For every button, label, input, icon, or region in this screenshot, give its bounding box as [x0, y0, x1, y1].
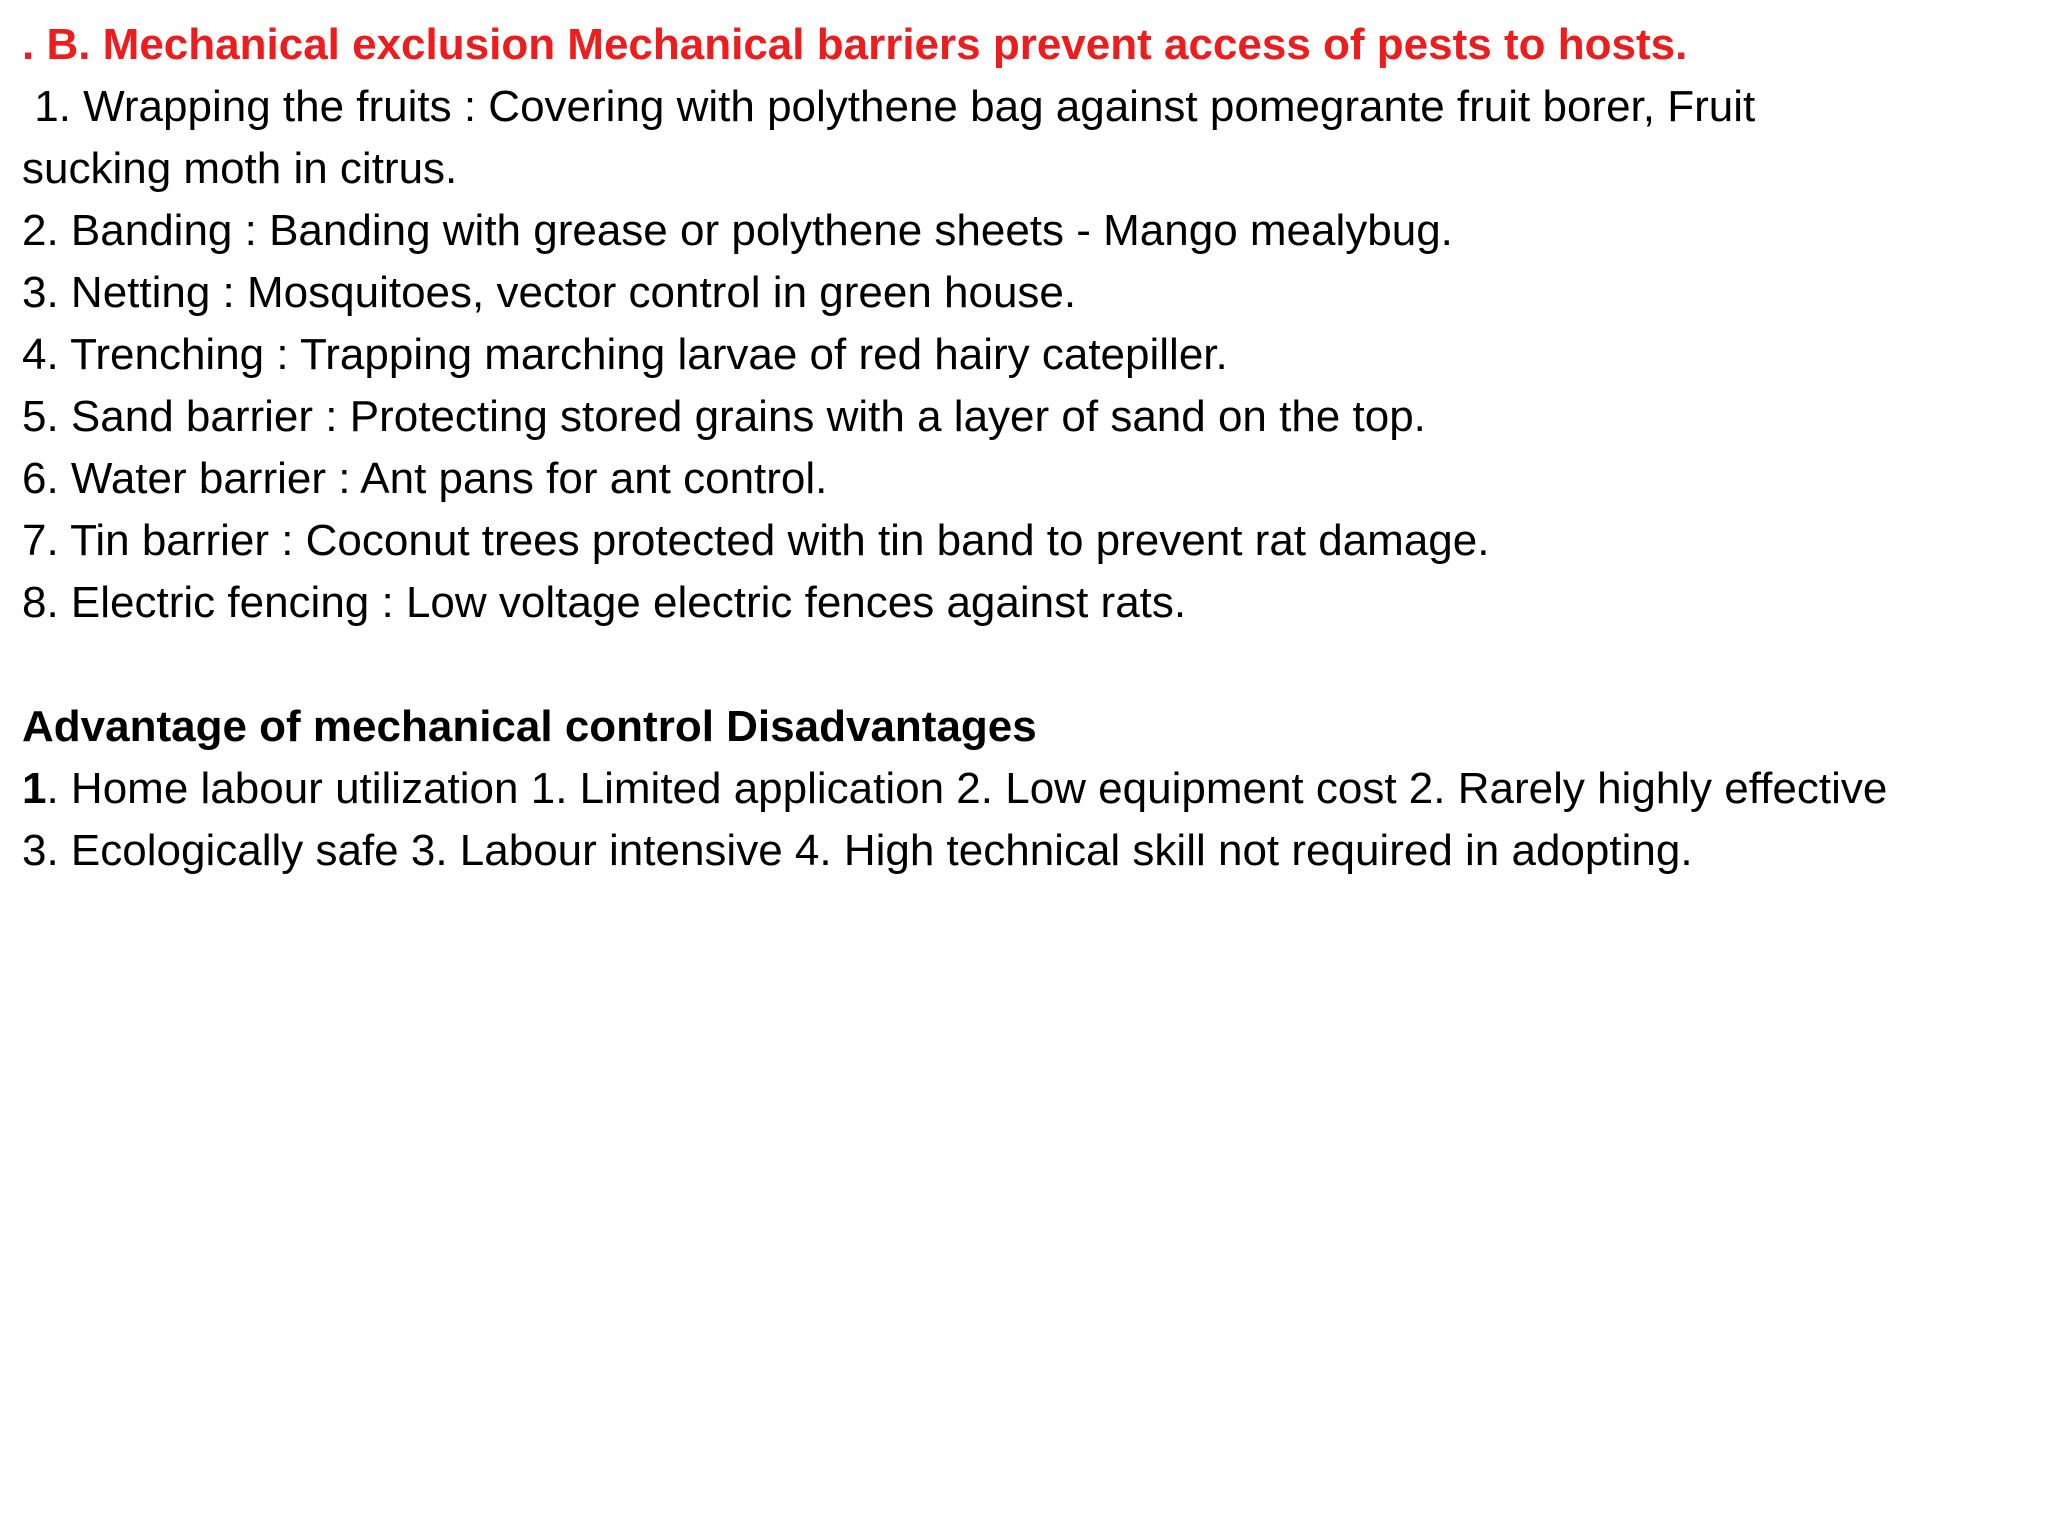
spacer [22, 634, 2032, 696]
list-item-1: 1. Wrapping the fruits : Covering with polythene bag against pomegrante fruit borer, Fruit [22, 82, 1756, 131]
list-item-7: 7. Tin barrier : Coconut trees protected with tin band to prevent rat damage. [22, 516, 1490, 565]
list-item-8: 8. Electric fencing : Low voltage electric fences against rats. [22, 578, 1187, 627]
slide-content [22, 14, 2032, 882]
advantages-line-2: 3. Ecologically safe 3. Labour intensive 4. High technical skill not required in adopting. [22, 826, 1693, 875]
list-item-5: 5. Sand barrier : Protecting stored grains with a layer of sand on the top. [22, 392, 1426, 441]
list-item-6: 6. Water barrier : Ant pans for ant control. [22, 454, 828, 503]
advantages-heading: Advantage of mechanical control Disadvantages [22, 702, 1037, 751]
list-item-3: 3. Netting : Mosquitoes, vector control in green house. [22, 268, 1077, 317]
list-item-4: 4. Trenching : Trapping marching larvae of red hairy catepiller. [22, 330, 1228, 379]
advantages-line-1-number: 1 [22, 764, 47, 813]
advantages-line-1 [22, 758, 2032, 820]
section-heading: . B. Mechanical exclusion Mechanical barriers prevent access of pests to hosts. [22, 20, 1688, 69]
advantages-line-1-text: . Home labour utilization 1. Limited application 2. Low equipment cost 2. Rarely highly effective [46, 764, 1888, 813]
list-item-2: 2. Banding : Banding with grease or polythene sheets - Mango mealybug. [22, 206, 1453, 255]
list-item-1-continued: sucking moth in citrus. [22, 144, 458, 193]
